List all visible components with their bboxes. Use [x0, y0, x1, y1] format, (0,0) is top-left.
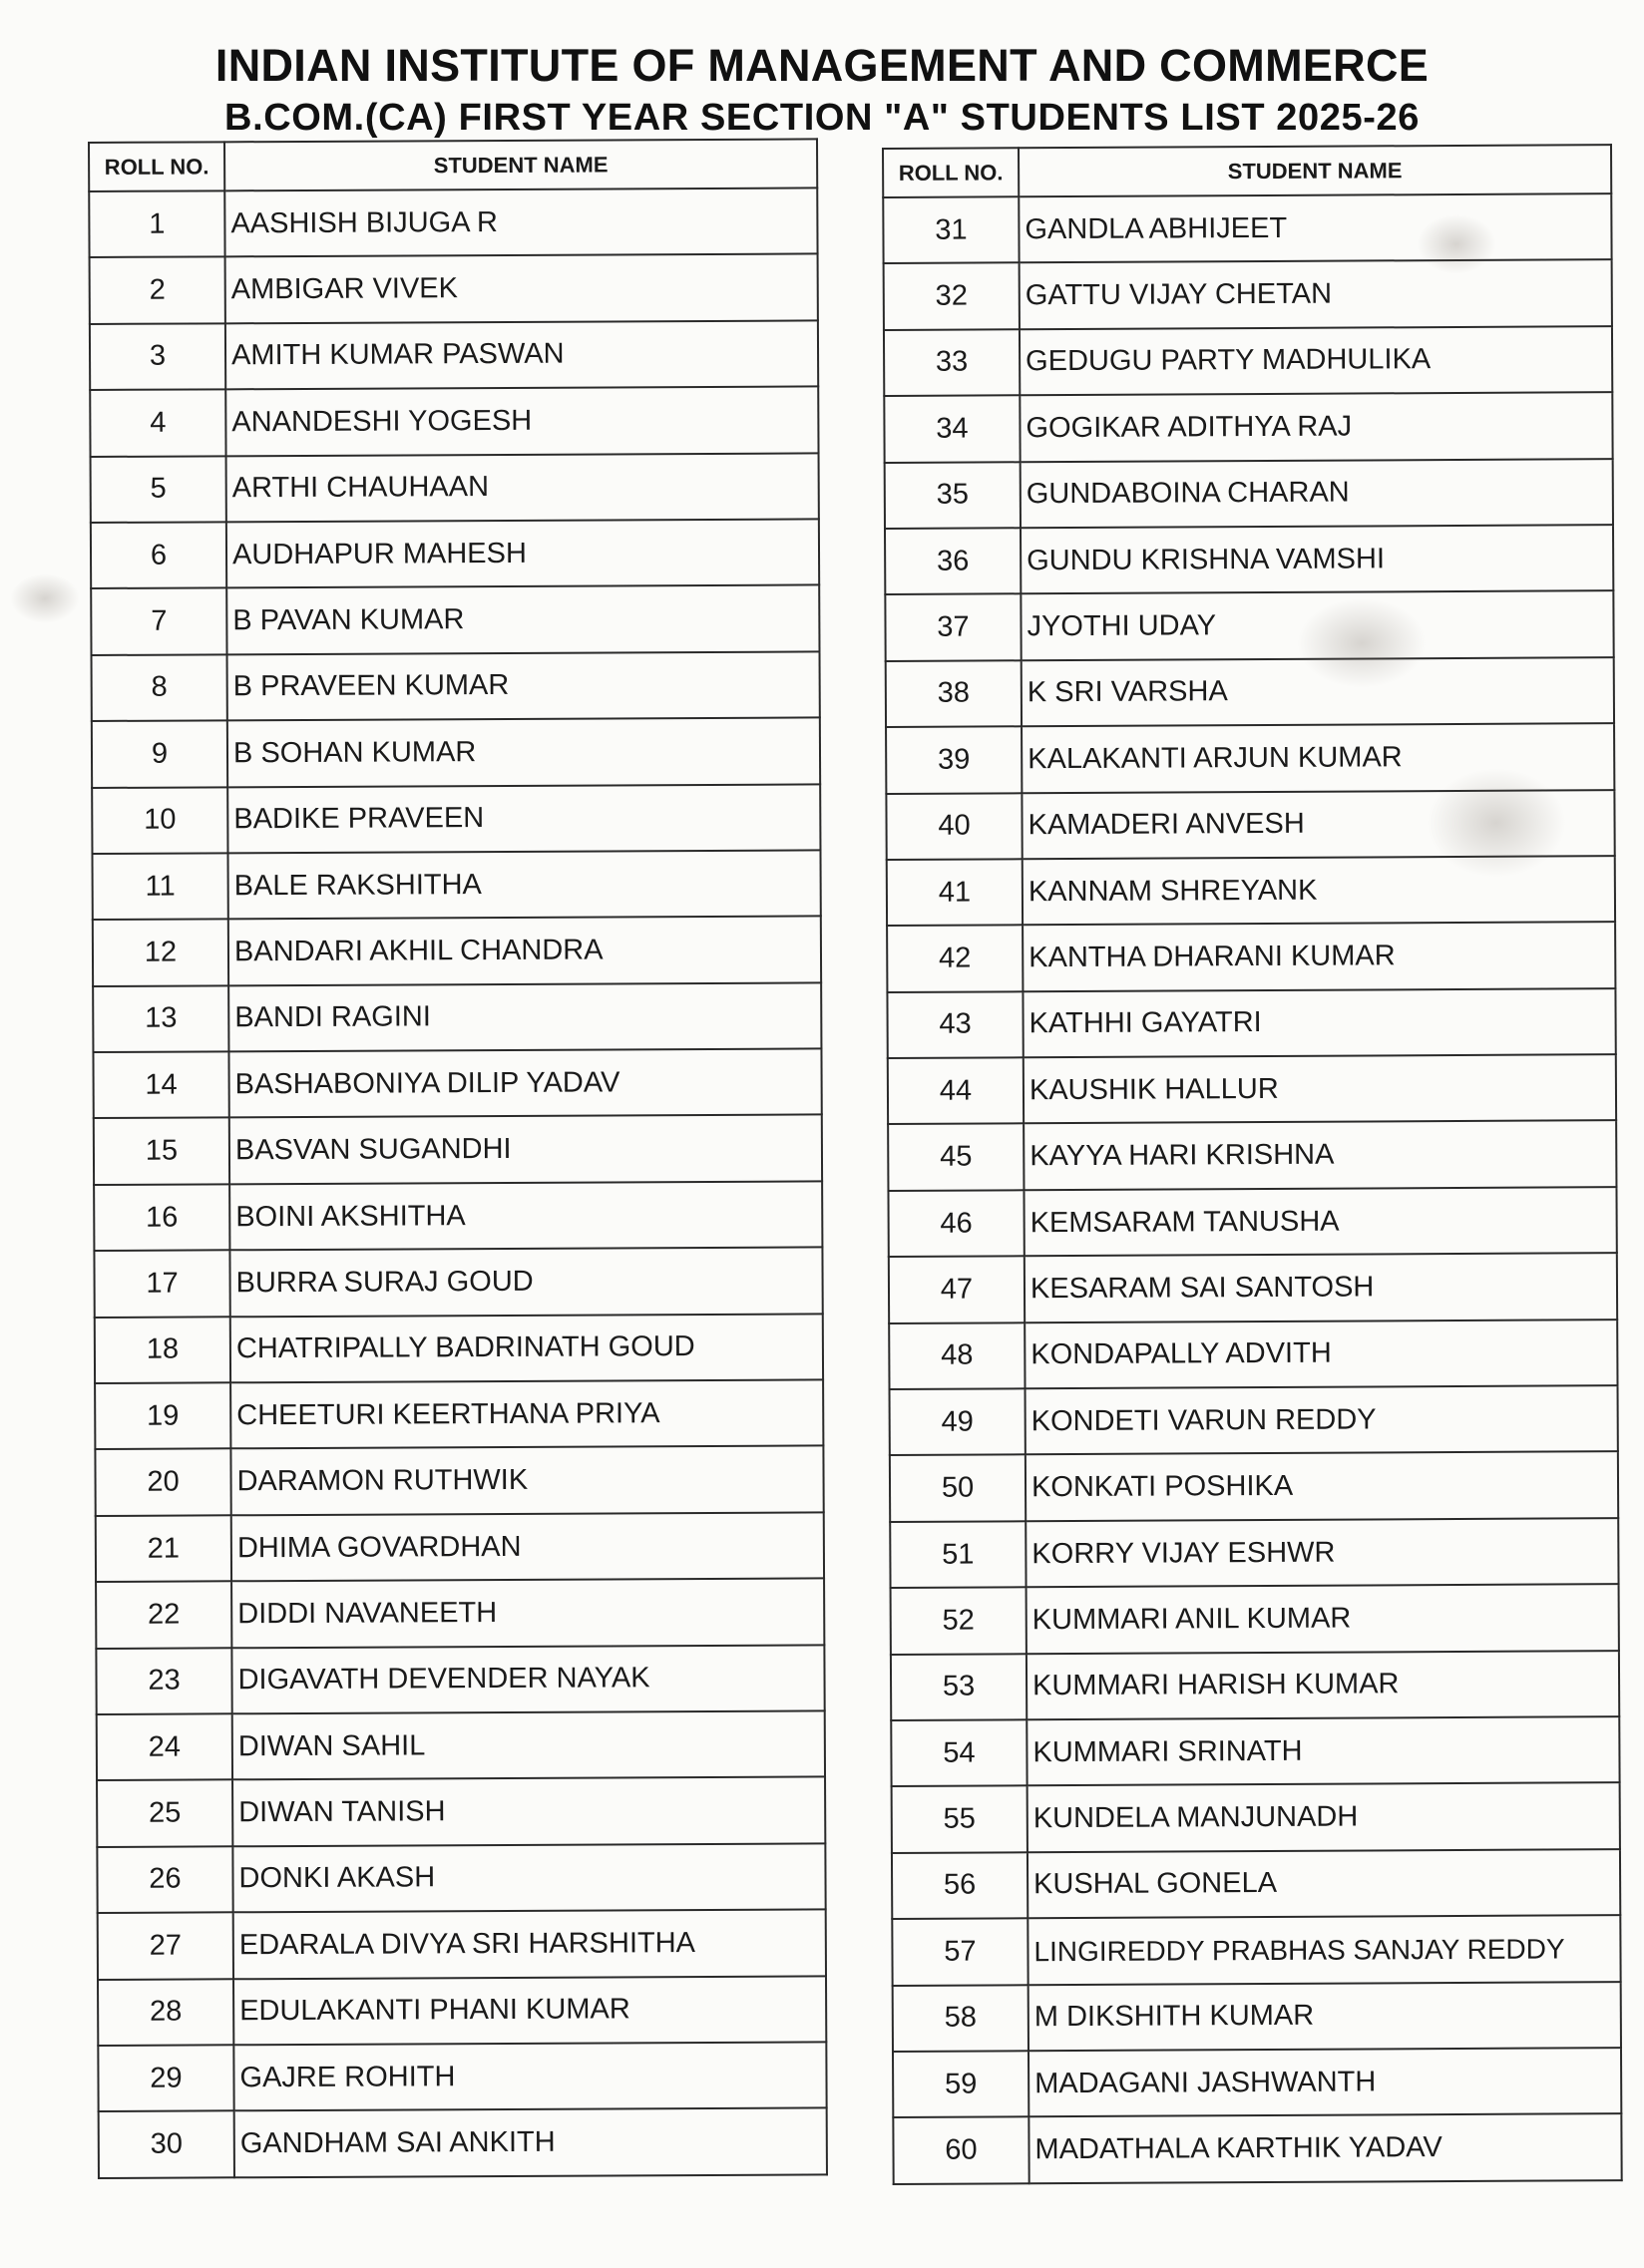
roll-no-cell: 38 [886, 660, 1022, 727]
table-row [92, 784, 820, 854]
student-name-cell: BASVAN SUGANDHI [229, 1115, 822, 1184]
student-table-right [882, 144, 1623, 2185]
table-row [98, 1910, 826, 1980]
roll-no-cell: 43 [887, 991, 1023, 1058]
table-row [91, 519, 819, 588]
roll-no-cell: 2 [90, 257, 225, 324]
table-row [893, 2048, 1621, 2117]
roll-no-cell: 42 [887, 926, 1023, 992]
table-row [890, 1518, 1618, 1588]
table-row [891, 1651, 1619, 1720]
student-rows-right [883, 193, 1621, 2184]
roll-no-cell: 14 [93, 1051, 228, 1118]
roll-no-cell: 17 [94, 1251, 229, 1318]
roll-no-cell: 1 [89, 190, 224, 257]
table-row [98, 1976, 826, 2046]
document-title: INDIAN INSTITUTE OF MANAGEMENT AND COMMERCE [214, 40, 1430, 91]
student-name-cell: AMITH KUMAR PASWAN [225, 320, 818, 389]
ink-smudge [10, 573, 80, 623]
table-row [95, 1314, 823, 1383]
student-name-cell: KUSHAL GONELA [1028, 1849, 1620, 1918]
roll-no-cell: 54 [891, 1719, 1027, 1786]
student-name-cell: KESARAM SAI SANTOSH [1025, 1253, 1617, 1322]
roll-no-cell: 27 [98, 1912, 233, 1979]
roll-no-cell: 11 [92, 853, 227, 920]
student-name-cell: CHEETURI KEERTHANA PRIYA [230, 1379, 823, 1448]
table-row [92, 718, 820, 788]
table-row [97, 1710, 825, 1780]
student-name-cell: ANANDESHI YOGESH [225, 387, 818, 456]
roll-no-cell: 41 [887, 859, 1023, 926]
student-name-cell: DIGAVATH DEVENDER NAYAK [231, 1645, 824, 1713]
table-row [93, 982, 821, 1052]
student-name-cell: KUMMARI SRINATH [1027, 1716, 1619, 1785]
table-row [97, 1777, 825, 1847]
roll-no-cell: 34 [884, 395, 1020, 462]
roll-no-cell: 47 [889, 1257, 1025, 1323]
table-row [94, 1115, 822, 1185]
roll-no-cell: 12 [93, 920, 228, 986]
student-name-cell: KAYYA HARI KRISHNA [1024, 1121, 1616, 1190]
roll-no-cell: 13 [93, 985, 228, 1052]
roll-no-cell: 57 [892, 1918, 1028, 1985]
table-row [95, 1446, 823, 1516]
student-name-cell: DIDDI NAVANEETH [231, 1579, 824, 1648]
student-name-cell: BALE RAKSHITHA [227, 850, 820, 919]
table-row [884, 326, 1612, 396]
roll-no-cell: 6 [91, 522, 226, 588]
document-subtitle: B.COM.(CA) FIRST YEAR SECTION "A" STUDENTS LIST 2025-26 [224, 97, 1420, 139]
roll-no-cell: 52 [891, 1587, 1027, 1654]
student-name-cell: B PAVAN KUMAR [226, 585, 819, 654]
roll-no-cell: 31 [883, 196, 1019, 263]
student-name-cell: AUDHAPUR MAHESH [226, 519, 819, 587]
table-row [885, 525, 1613, 594]
roll-no-cell: 55 [892, 1786, 1028, 1853]
student-name-cell: B PRAVEEN KUMAR [227, 651, 820, 720]
roll-no-cell: 45 [888, 1124, 1024, 1191]
roll-no-cell: 22 [96, 1582, 231, 1649]
table-row [890, 1385, 1618, 1455]
roll-no-header: ROLL NO. [883, 148, 1019, 197]
student-name-cell: KONDETI VARUN REDDY [1026, 1385, 1618, 1454]
table-row [884, 260, 1612, 330]
roll-no-cell: 28 [98, 1979, 233, 2046]
table-row [94, 1248, 822, 1318]
student-name-cell: AASHISH BIJUGA R [224, 188, 817, 256]
roll-no-cell: 58 [893, 1985, 1028, 2052]
table-row [889, 1253, 1617, 1323]
student-name-header: STUDENT NAME [224, 139, 817, 190]
roll-no-cell: 53 [891, 1654, 1027, 1720]
table-row [90, 254, 818, 324]
roll-no-cell: 19 [95, 1382, 230, 1449]
table-row [96, 1579, 824, 1649]
table-row [887, 922, 1615, 991]
table-row [95, 1379, 823, 1449]
roll-no-cell: 4 [90, 389, 225, 456]
student-name-cell: EDULAKANTI PHANI KUMAR [233, 1976, 826, 2045]
table-row [91, 453, 819, 523]
table-row [91, 585, 819, 655]
table-row [886, 723, 1614, 793]
student-name-cell: BASHABONIYA DILIP YADAV [228, 1048, 821, 1117]
student-name-cell: MADAGANI JASHWANTH [1028, 2048, 1621, 2117]
roll-no-cell: 3 [90, 323, 225, 390]
table-row [885, 459, 1613, 529]
student-name-cell: KUMMARI HARISH KUMAR [1027, 1651, 1619, 1719]
table-row [884, 392, 1612, 462]
student-name-cell: GAJRE ROHITH [233, 2042, 826, 2110]
table-row [99, 2108, 827, 2178]
student-name-cell: DIWAN TANISH [232, 1777, 825, 1846]
student-name-cell: DARAMON RUTHWIK [230, 1446, 823, 1515]
student-name-header: STUDENT NAME [1019, 145, 1611, 196]
table-row [889, 1320, 1617, 1389]
student-name-cell: CHATRIPALLY BADRINATH GOUD [230, 1314, 823, 1382]
table-row [887, 856, 1615, 926]
roll-no-cell: 59 [893, 2051, 1028, 2117]
roll-no-cell: 16 [94, 1184, 229, 1251]
student-name-cell: K SRI VARSHA [1022, 657, 1614, 726]
student-name-cell: KEMSARAM TANUSHA [1024, 1187, 1616, 1256]
student-name-cell: GEDUGU PARTY MADHULIKA [1020, 326, 1612, 395]
roll-no-cell: 48 [889, 1323, 1025, 1389]
student-name-cell: KUNDELA MANJUNADH [1028, 1783, 1620, 1852]
student-name-cell: KONKATI POSHIKA [1026, 1452, 1618, 1521]
roll-no-cell: 51 [890, 1521, 1026, 1588]
student-name-cell: LINGIREDDY PRABHAS SANJAY REDDY [1028, 1915, 1620, 1984]
table-row [886, 657, 1614, 727]
student-name-cell: KAMADERI ANVESH [1022, 790, 1614, 859]
roll-no-cell: 39 [886, 726, 1022, 793]
table-row [885, 591, 1613, 661]
table-row [93, 1048, 821, 1118]
table-row [90, 387, 818, 457]
student-name-cell: KAUSHIK HALLUR [1024, 1054, 1616, 1123]
roll-no-cell: 46 [888, 1190, 1024, 1257]
roll-no-cell: 21 [96, 1515, 231, 1582]
roll-no-cell: 8 [92, 654, 227, 721]
roll-no-cell: 56 [892, 1852, 1028, 1919]
student-name-cell: KUMMARI ANIL KUMAR [1027, 1584, 1619, 1653]
table-row [893, 1982, 1621, 2052]
student-name-cell: GANDLA ABHIJEET [1019, 193, 1611, 262]
table-header-row [89, 139, 817, 191]
table-row [893, 2113, 1621, 2183]
table-row [93, 917, 821, 986]
table-row [96, 1512, 824, 1582]
student-name-cell: JYOTHI UDAY [1021, 591, 1613, 660]
roll-no-cell: 15 [94, 1118, 229, 1185]
student-table-left [88, 138, 828, 2178]
student-name-cell: AMBIGAR VIVEK [225, 254, 818, 323]
student-name-cell: KALAKANTI ARJUN KUMAR [1022, 723, 1614, 792]
roll-no-cell: 20 [95, 1449, 230, 1516]
roll-no-cell: 25 [97, 1780, 232, 1847]
table-row [90, 320, 818, 390]
roll-no-cell: 26 [97, 1846, 232, 1913]
student-name-cell: MADATHALA KARTHIK YADAV [1028, 2113, 1621, 2182]
roll-no-cell: 29 [98, 2045, 233, 2111]
table-row [887, 988, 1615, 1058]
roll-no-cell: 30 [99, 2111, 234, 2178]
roll-no-cell: 33 [884, 329, 1020, 396]
table-row [97, 1843, 825, 1913]
table-row [883, 193, 1611, 263]
student-name-cell: BADIKE PRAVEEN [227, 784, 820, 853]
student-name-cell: GATTU VIJAY CHETAN [1020, 260, 1612, 329]
student-name-cell: B SOHAN KUMAR [227, 718, 820, 787]
student-name-cell: EDARALA DIVYA SRI HARSHITHA [233, 1910, 826, 1979]
student-name-cell: KONDAPALLY ADVITH [1025, 1320, 1617, 1388]
student-name-cell: DHIMA GOVARDHAN [231, 1512, 824, 1581]
student-name-cell: KATHHI GAYATRI [1023, 988, 1615, 1057]
student-name-cell: DONKI AKASH [232, 1843, 825, 1912]
student-name-cell: BANDARI AKHIL CHANDRA [228, 917, 821, 985]
student-name-cell: DIWAN SAHIL [232, 1710, 825, 1779]
table-row [886, 790, 1614, 860]
table-row [890, 1452, 1618, 1522]
table-row [98, 2042, 826, 2111]
table-row [888, 1121, 1616, 1191]
roll-no-cell: 49 [890, 1388, 1026, 1455]
student-name-cell: GOGIKAR ADITHYA RAJ [1020, 392, 1612, 461]
student-name-cell: GANDHAM SAI ANKITH [234, 2108, 827, 2177]
table-row [892, 1915, 1620, 1985]
roll-no-cell: 7 [91, 588, 226, 655]
roll-no-cell: 23 [96, 1648, 231, 1714]
roll-no-cell: 5 [91, 456, 226, 523]
student-name-cell: BOINI AKSHITHA [229, 1181, 822, 1250]
student-rows-left [89, 188, 827, 2177]
roll-no-cell: 50 [890, 1455, 1026, 1522]
table-row [888, 1054, 1616, 1124]
student-name-cell: BURRA SURAJ GOUD [229, 1248, 822, 1317]
roll-no-cell: 44 [888, 1057, 1024, 1124]
table-row [892, 1783, 1620, 1853]
roll-no-cell: 40 [886, 793, 1022, 860]
roll-no-cell: 36 [885, 528, 1021, 594]
roll-no-cell: 18 [95, 1317, 230, 1383]
student-name-cell: KORRY VIJAY ESHWR [1026, 1518, 1618, 1587]
student-name-cell: BANDI RAGINI [228, 982, 821, 1051]
table-row [92, 651, 820, 721]
table-row [94, 1181, 822, 1251]
table-row [888, 1187, 1616, 1257]
student-name-cell: ARTHI CHAUHAAN [226, 453, 819, 522]
student-name-cell: KANTHA DHARANI KUMAR [1023, 922, 1615, 990]
table-row [892, 1849, 1620, 1919]
table-row [89, 188, 817, 257]
roll-no-cell: 60 [893, 2117, 1028, 2184]
table-row [96, 1645, 824, 1714]
student-name-cell: KANNAM SHREYANK [1023, 856, 1615, 925]
roll-no-cell: 37 [885, 594, 1021, 661]
student-name-cell: GUNDABOINA CHARAN [1021, 459, 1613, 528]
roll-no-cell: 35 [885, 462, 1021, 529]
roll-no-header: ROLL NO. [89, 142, 224, 191]
table-row [891, 1584, 1619, 1654]
table-row [891, 1716, 1619, 1786]
table-header-row [883, 145, 1611, 197]
roll-no-cell: 9 [92, 720, 227, 787]
roll-no-cell: 32 [884, 263, 1020, 330]
roll-no-cell: 24 [97, 1713, 232, 1780]
table-row [92, 850, 820, 920]
student-name-cell: GUNDU KRISHNA VAMSHI [1021, 525, 1613, 593]
student-name-cell: M DIKSHITH KUMAR [1028, 1982, 1621, 2052]
roll-no-cell: 10 [92, 787, 227, 854]
